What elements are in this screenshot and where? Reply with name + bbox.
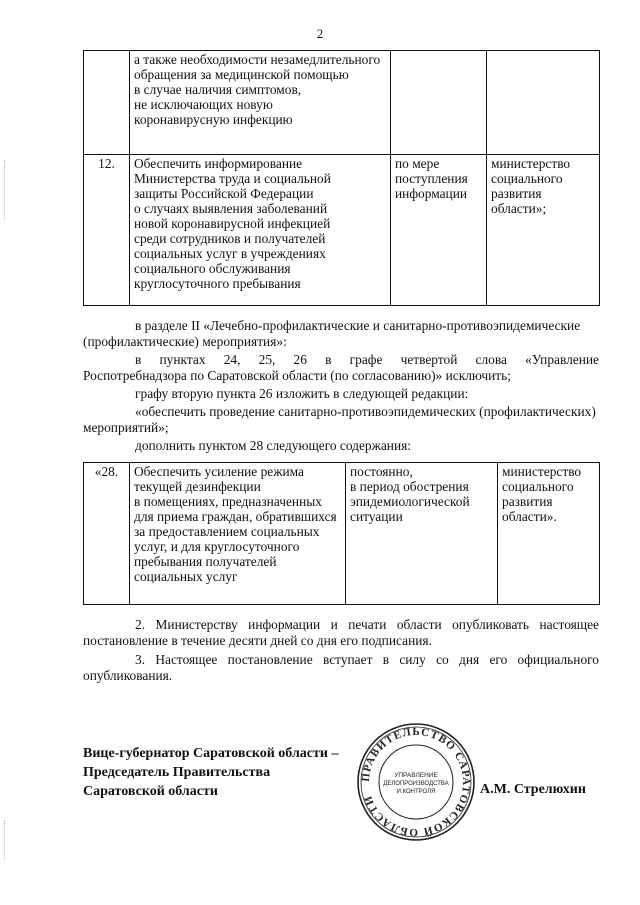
deadline-text: постоянно, в период обострения эпидемиологической ситуации — [346, 463, 498, 605]
measure-text: Обеспечить усиление режима текущей дезинфекции в помещениях, предназначенных для приема граждан, обратившихся за предоставлением социальных услуг, и для круглосуточного пребывания получателей социальных услуг — [130, 463, 346, 605]
paragraph-quote-line-2: мероприятий»; — [83, 420, 169, 435]
item-number: «28. — [84, 463, 130, 605]
paragraph-items-24-26-line-2: Роспотребнадзора по Саратовской области (по согласованию)» исключить; — [83, 368, 511, 383]
seal-center-line-1: УПРАВЛЕНИЕ — [394, 772, 438, 779]
responsible-text: министерство социального развития области»; — [487, 155, 600, 306]
paragraph-quote-line-1: «обеспечить проведение санитарно-противоэпидемических (профилактических) — [135, 404, 596, 419]
measures-table-continued — [83, 50, 600, 306]
deadline-text — [391, 51, 487, 155]
table-row — [84, 51, 600, 155]
seal-ring-text: ПРАВИТЕЛЬСТВО САРАТОВСКОЙ ОБЛАСТИ — [359, 725, 473, 839]
page-number: 2 — [316, 26, 324, 41]
official-seal-icon — [355, 721, 477, 843]
scan-margin-mark — [4, 160, 6, 220]
item-3-line-1: 3. Настоящее постановление вступает в силу со дня его официального — [135, 652, 599, 667]
item-3-line-2: опубликования. — [83, 668, 173, 683]
measure-text: Обеспечить информирование Министерства труда и социальной защиты Российской Федерации о случаях выявления заболеваний новой коронавирусной инфекцией среди сотрудников и получателей социальных услуг в учреждениях социального обслуживания круглосуточного пребывания — [130, 155, 391, 306]
item-number — [84, 51, 130, 155]
table-row — [84, 463, 600, 605]
signatory-title: Вице-губернатор Саратовской области – Председатель Правительства Саратовской области — [83, 746, 339, 799]
seal-center-line-3: И КОНТРОЛЯ — [396, 789, 436, 795]
table-row — [84, 155, 600, 306]
paragraph-section-ii-line-2: (профилактические) мероприятия»: — [83, 334, 287, 349]
item-2-line-1: 2. Министерству информации и печати области опубликовать настоящее — [135, 617, 599, 632]
scan-margin-mark — [4, 820, 6, 860]
seal-center-line-2: ДЕЛОПРОИЗВОДСТВА — [383, 781, 449, 787]
responsible-text — [487, 51, 600, 155]
paragraph-add-item-28: дополнить пунктом 28 следующего содержания: — [135, 438, 412, 453]
paragraph-item-26-edit: графу вторую пункта 26 изложить в следующей редакции: — [135, 386, 469, 401]
paragraph-section-ii-line-1: в разделе II «Лечебно-профилактические и санитарно-противоэпидемические — [135, 318, 581, 333]
paragraph-items-24-26-line-1: в пунктах 24, 25, 26 в графе четвертой слова «Управление — [135, 352, 599, 367]
item-number: 12. — [84, 155, 130, 306]
item-28-table — [83, 462, 600, 605]
responsible-text: министерство социального развития области». — [498, 463, 600, 605]
item-2-line-2: постановление в течение десяти дней со дня его подписания. — [83, 633, 432, 648]
deadline-text: по мере поступления информации — [391, 155, 487, 306]
measure-text: а также необходимости незамедлительного обращения за медицинской помощью в случае наличия симптомов, не исключающих новую коронавирусную инфекцию — [130, 51, 391, 155]
signatory-name: А.М. Стрелюхин — [480, 782, 586, 797]
